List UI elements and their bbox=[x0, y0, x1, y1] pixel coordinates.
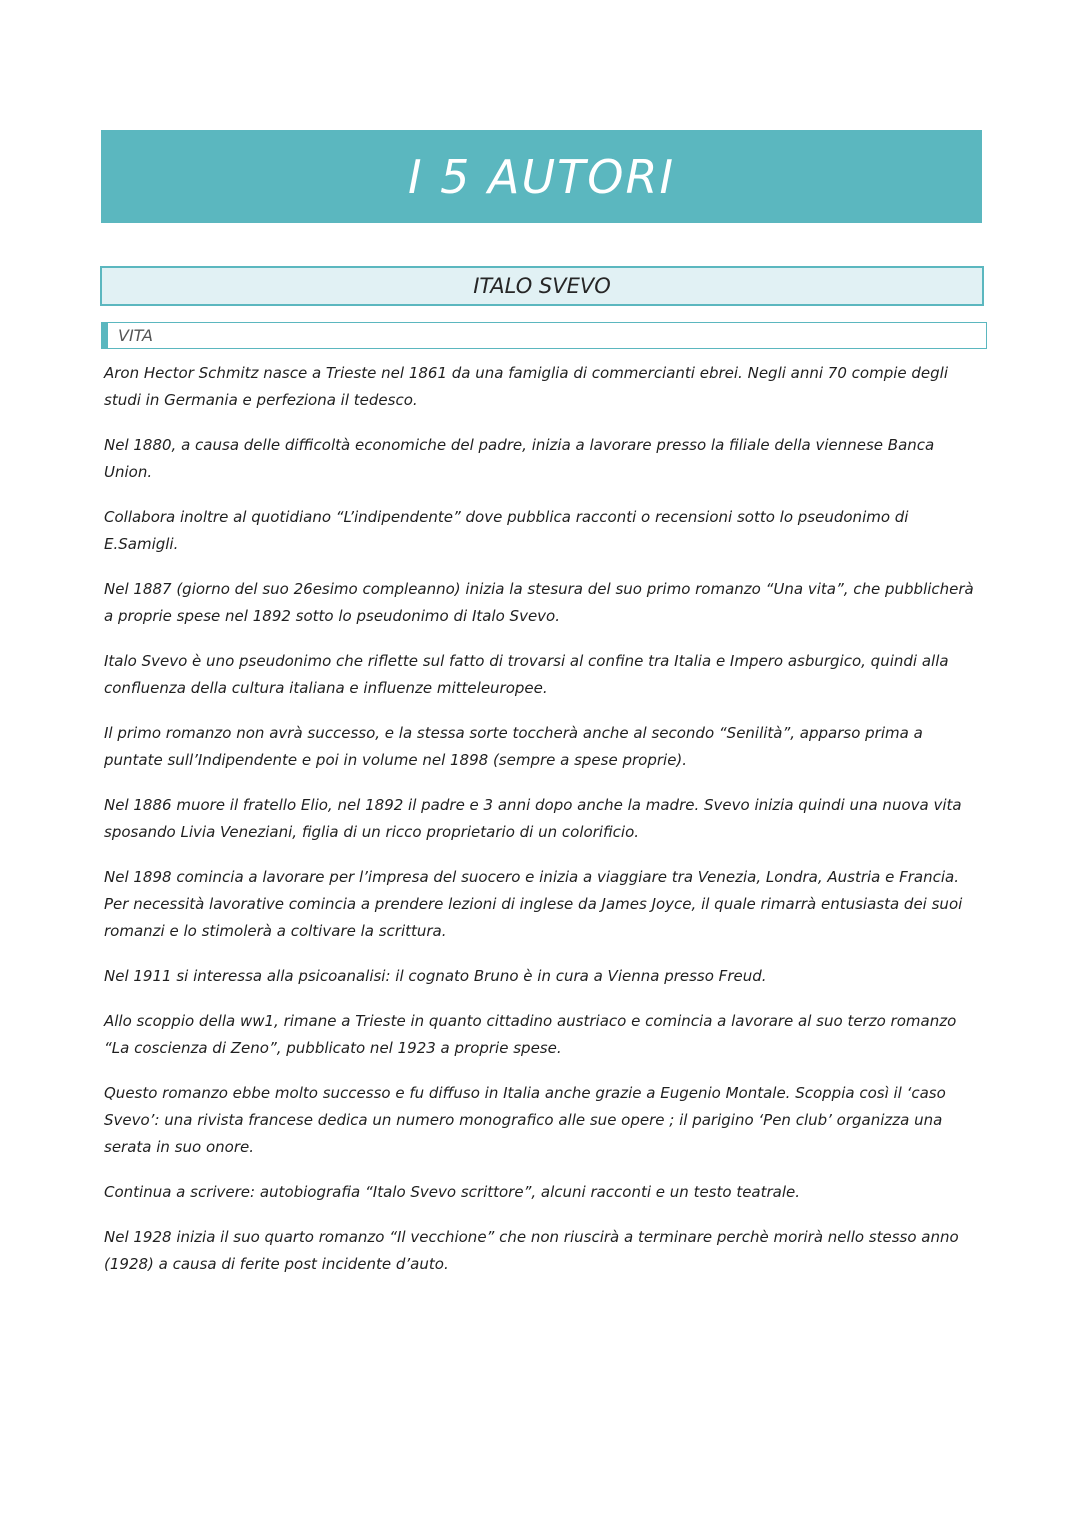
paragraph: Continua a scrivere: autobiografia “Italo Svevo scrittore”, alcuni racconti e un testo teatrale. bbox=[104, 1183, 801, 1201]
author-name: ITALO SVEVO bbox=[473, 274, 611, 298]
biography-content bbox=[104, 360, 984, 1296]
section-label: VITA bbox=[118, 326, 153, 345]
section-header-vita bbox=[101, 322, 987, 349]
paragraph: Nel 1928 inizia il suo quarto romanzo “Il vecchione” che non riuscirà a terminare perchè morirà nello stesso anno (1928) a causa di ferite post incidente d’auto. bbox=[104, 1228, 959, 1273]
paragraph: Nel 1911 si interessa alla psicoanalisi: il cognato Bruno è in cura a Vienna presso Freud. bbox=[104, 967, 767, 985]
paragraph: Aron Hector Schmitz nasce a Trieste nel 1861 da una famiglia di commercianti ebrei. Negli anni 70 compie degli studi in Germania e perfeziona il tedesco. bbox=[104, 364, 948, 409]
page-title: I 5 AUTORI bbox=[407, 149, 676, 204]
author-heading-box bbox=[100, 266, 984, 306]
title-banner bbox=[101, 130, 982, 223]
paragraph: Italo Svevo è uno pseudonimo che riflette sul fatto di trovarsi al confine tra Italia e Impero asburgico, quindi alla confluenza della cultura italiana e influenze mitteleuropee. bbox=[104, 652, 949, 697]
paragraph: Collabora inoltre al quotidiano “L’indipendente” dove pubblica racconti o recensioni sotto lo pseudonimo di E.Samigli. bbox=[104, 508, 909, 553]
paragraph: Il primo romanzo non avrà successo, e la stessa sorte toccherà anche al secondo “Senilità”, apparso prima a puntate sull’Indipendente e poi in volume nel 1898 (sempre a spese proprie). bbox=[104, 724, 923, 769]
paragraph: Nel 1880, a causa delle difficoltà economiche del padre, inizia a lavorare presso la filiale della viennese Banca Union. bbox=[104, 436, 935, 481]
paragraph: Nel 1887 (giorno del suo 26esimo compleanno) inizia la stesura del suo primo romanzo “Una vita”, che pubblicherà a proprie spese nel 1892 sotto lo pseudonimo di Italo Svevo. bbox=[104, 580, 974, 625]
paragraph: Nel 1898 comincia a lavorare per l’impresa del suocero e inizia a viaggiare tra Venezia, Londra, Austria e Francia. Per necessità lavorative comincia a prendere lezioni di inglese da James Joyce, il quale rimarrà entusiasta dei suoi romanzi e lo stimolerà a coltivare la scrittura. bbox=[104, 868, 963, 940]
paragraph: Allo scoppio della ww1, rimane a Trieste in quanto cittadino austriaco e comincia a lavorare al suo terzo romanzo “La coscienza di Zeno”, pubblicato nel 1923 a proprie spese. bbox=[104, 1012, 957, 1057]
paragraph: Nel 1886 muore il fratello Elio, nel 1892 il padre e 3 anni dopo anche la madre. Svevo inizia quindi una nuova vita sposando Livia Veneziani, figlia di un ricco proprietario di un colorificio. bbox=[104, 796, 962, 841]
paragraph: Questo romanzo ebbe molto successo e fu diffuso in Italia anche grazie a Eugenio Montale. Scoppia così il ‘caso Svevo’: una rivista francese dedica un numero monografico alle sue opere ; il parigino ‘Pen club’ organizza una serata in suo onore. bbox=[104, 1084, 946, 1156]
